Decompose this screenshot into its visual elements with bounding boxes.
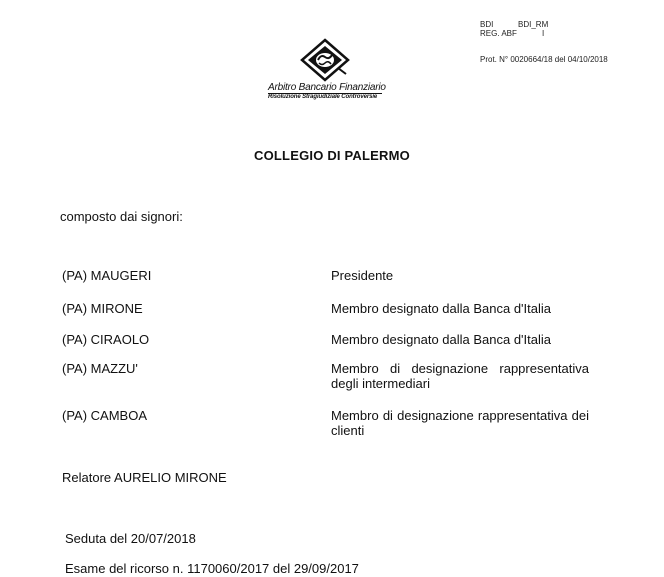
abf-emblem-icon <box>298 38 352 82</box>
appeal-examination: Esame del ricorso n. 1170060/2017 del 29/09/2017 <box>65 561 359 576</box>
logo-title-text: Arbitro Bancario Finanziario <box>268 82 386 93</box>
session-date: Seduta del 20/07/2018 <box>65 531 196 546</box>
reference-key: BDI <box>480 20 494 29</box>
member-role: Membro designato dalla Banca d'Italia <box>331 332 552 347</box>
member-name: (PA) CAMBOA <box>62 408 147 423</box>
member-role: Membro di designazione rappresentativa degli intermediari <box>331 361 589 391</box>
reference-row-reg <box>480 29 548 38</box>
reference-key: REG. ABF <box>480 29 517 38</box>
member-name: (PA) MAZZU' <box>62 361 138 376</box>
member-name: (PA) MAUGERI <box>62 268 152 283</box>
member-name: (PA) CIRAOLO <box>62 332 150 347</box>
reference-value: BDI_RM <box>518 20 549 29</box>
reference-row-bdi <box>480 20 548 29</box>
logo-subtitle: Risoluzione Stragiudiziale Controversie <box>268 94 378 100</box>
composed-label: composto dai signori: <box>60 209 183 224</box>
member-role: Membro designato dalla Banca d'Italia <box>331 301 552 316</box>
protocol-number: Prot. N° 0020664/18 del 04/10/2018 <box>480 55 608 64</box>
reference-value: I <box>542 29 545 38</box>
abf-logo <box>268 38 384 108</box>
member-name: (PA) MIRONE <box>62 301 143 316</box>
college-title: COLLEGIO DI PALERMO <box>254 148 410 163</box>
rapporteur: Relatore AURELIO MIRONE <box>62 470 227 485</box>
member-role: Membro di designazione rappresentativa dei clienti <box>331 408 589 438</box>
logo-title <box>268 82 384 94</box>
member-role: Presidente <box>331 268 394 283</box>
reference-block <box>480 20 548 38</box>
